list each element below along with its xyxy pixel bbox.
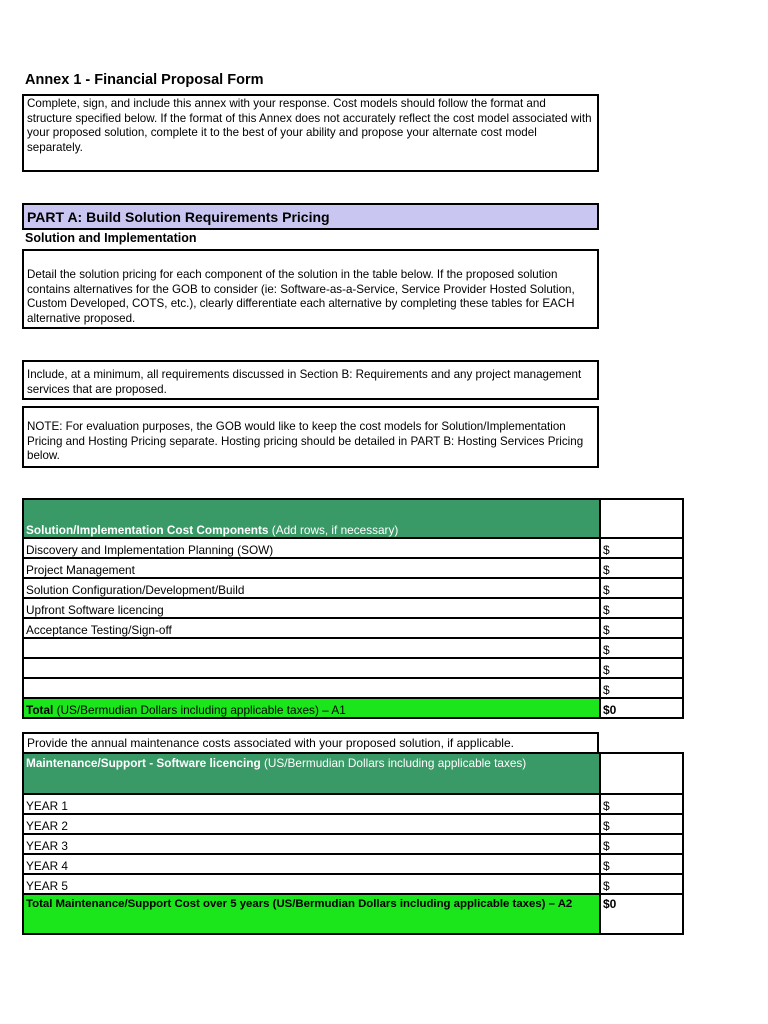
- maintenance-header-cell: [23, 753, 600, 794]
- solution-cost-table: [22, 498, 684, 719]
- solution-total-label: [23, 698, 600, 718]
- intro-box: Complete, sign, and include this annex with your response. Cost models should follow the format and structure specified below. If the format of this Annex does not accurately reflect the cost model associated with your proposed solution, complete it to the best of your ability and propose your alternate cost model separately.: [22, 94, 599, 172]
- row-amount-input[interactable]: $: [600, 874, 683, 894]
- row-amount-input[interactable]: $: [600, 678, 683, 698]
- table-row: [23, 854, 683, 874]
- row-label: Upfront Software licencing: [23, 598, 600, 618]
- solution-header-amount-cell: [600, 499, 683, 538]
- row-label: Project Management: [23, 558, 600, 578]
- row-amount-input[interactable]: $: [600, 854, 683, 874]
- row-label[interactable]: [23, 678, 600, 698]
- maintenance-total-amount: $0: [600, 894, 683, 934]
- row-label: YEAR 5: [23, 874, 600, 894]
- table-row: [23, 874, 683, 894]
- row-amount-input[interactable]: $: [600, 834, 683, 854]
- maintenance-total-label: Total Maintenance/Support Cost over 5 years (US/Bermudian Dollars including applicable taxes) – A2: [23, 894, 600, 934]
- table-row: [23, 794, 683, 814]
- part-a-subheading: Solution and Implementation: [25, 231, 197, 245]
- table-row: [23, 558, 683, 578]
- row-label: YEAR 4: [23, 854, 600, 874]
- table-row: [23, 638, 683, 658]
- row-amount-input[interactable]: $: [600, 578, 683, 598]
- maintenance-intro: Provide the annual maintenance costs associated with your proposed solution, if applicable.: [22, 732, 599, 753]
- solution-header-bold: Solution/Implementation Cost Components: [26, 523, 269, 537]
- maintenance-total-row: [23, 894, 683, 934]
- row-label: YEAR 3: [23, 834, 600, 854]
- row-amount-input[interactable]: $: [600, 814, 683, 834]
- row-amount-input[interactable]: $: [600, 558, 683, 578]
- row-amount-input[interactable]: $: [600, 618, 683, 638]
- minimum-box: Include, at a minimum, all requirements discussed in Section B: Requirements and any project management services that are proposed.: [22, 360, 599, 400]
- detail-box: Detail the solution pricing for each component of the solution in the table below. If the proposed solution contains alternatives for the GOB to consider (ie: Software-as-a-Service, Service Provider Hosted Solution, Custom Developed, COTS, etc.), clearly differentiate each alternative by completing these tables for EACH alternative proposed.: [22, 249, 599, 329]
- solution-total-row: [23, 698, 683, 718]
- maintenance-header-amount-cell: [600, 753, 683, 794]
- maintenance-header-bold: Maintenance/Support - Software licencing: [26, 756, 261, 770]
- solution-total-rest: (US/Bermudian Dollars including applicable taxes) – A1: [53, 703, 346, 717]
- row-amount-input[interactable]: $: [600, 598, 683, 618]
- table-row: [23, 814, 683, 834]
- solution-table-header: [23, 499, 683, 538]
- table-row: [23, 618, 683, 638]
- table-row: [23, 598, 683, 618]
- row-label: YEAR 2: [23, 814, 600, 834]
- row-amount-input[interactable]: $: [600, 638, 683, 658]
- row-label: YEAR 1: [23, 794, 600, 814]
- solution-total-amount: $0: [600, 698, 683, 718]
- row-label: Acceptance Testing/Sign-off: [23, 618, 600, 638]
- table-row: [23, 578, 683, 598]
- solution-total-bold: Total: [26, 703, 54, 717]
- row-amount-input[interactable]: $: [600, 794, 683, 814]
- maintenance-header-rest: (US/Bermudian Dollars including applicable taxes): [260, 756, 527, 770]
- row-label[interactable]: [23, 658, 600, 678]
- note-box: NOTE: For evaluation purposes, the GOB would like to keep the cost models for Solution/Implementation Pricing and Hosting Pricing separate. Hosting pricing should be detailed in PART B: Hosting Services Pricing below.: [22, 406, 599, 468]
- table-row: [23, 834, 683, 854]
- maintenance-cost-table: [22, 752, 684, 935]
- row-amount-input[interactable]: $: [600, 538, 683, 558]
- part-a-heading: PART A: Build Solution Requirements Pricing: [22, 203, 599, 230]
- row-label: Solution Configuration/Development/Build: [23, 578, 600, 598]
- table-row: [23, 658, 683, 678]
- row-label: Discovery and Implementation Planning (SOW): [23, 538, 600, 558]
- maintenance-table-header: [23, 753, 683, 794]
- row-label[interactable]: [23, 638, 600, 658]
- row-amount-input[interactable]: $: [600, 658, 683, 678]
- table-row: [23, 538, 683, 558]
- table-row: [23, 678, 683, 698]
- solution-header-cell: [23, 499, 600, 538]
- solution-header-rest: (Add rows, if necessary): [268, 523, 399, 537]
- form-title: Annex 1 - Financial Proposal Form: [25, 72, 264, 88]
